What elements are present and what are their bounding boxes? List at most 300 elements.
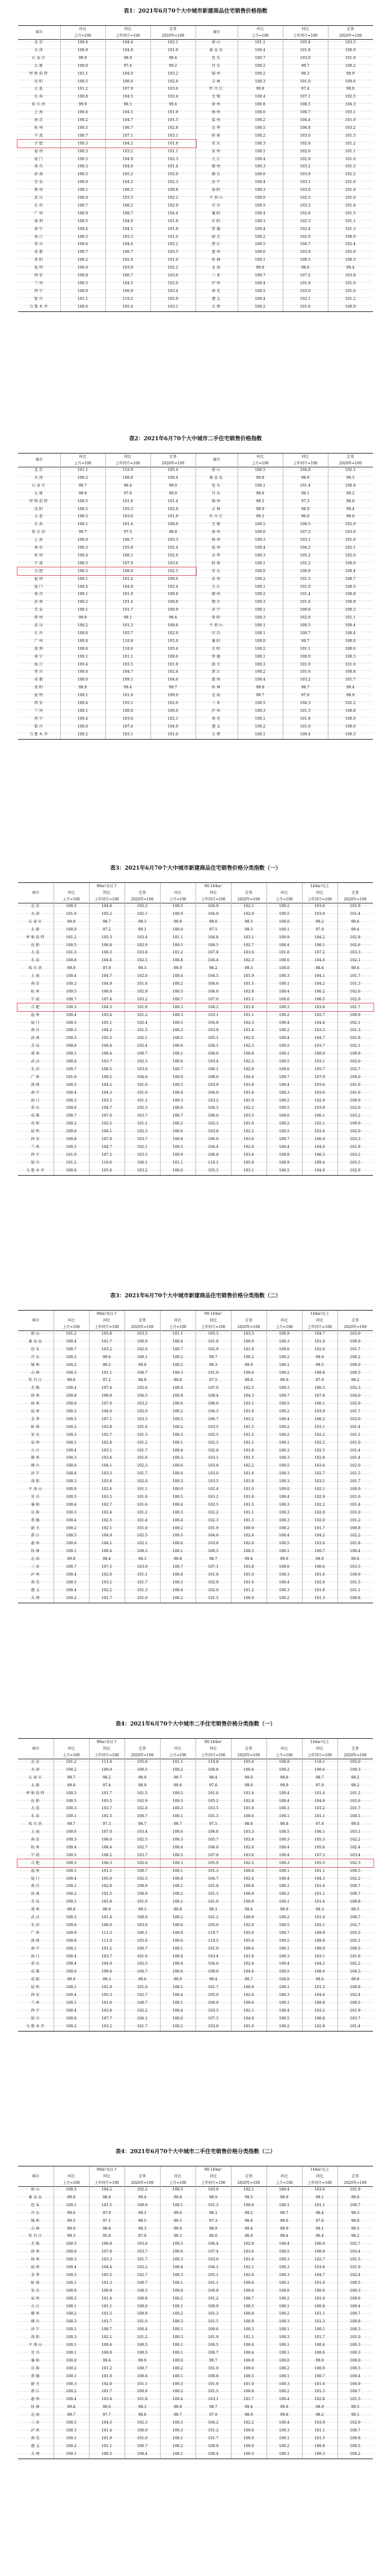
index-mom: 100.2 [77,623,88,628]
index-mom: 100.3 [254,616,266,620]
city-name: 锦州 [31,2218,41,2223]
index-value: 102.8 [314,2024,325,2029]
index-value: 100.6 [279,1114,290,1118]
index-value: 105.5 [314,1860,325,1865]
index-value: 100.6 [172,1106,183,1111]
index-value: 100.1 [66,1868,77,1873]
table-row [18,1470,373,1477]
index-value: 100.4 [279,1845,290,1850]
index-value: 99.7 [67,1822,76,1827]
index-value: 105.7 [208,1838,219,1842]
index-yoy: 101.6 [300,600,311,605]
index-mom: 100.5 [77,79,88,84]
index-value: 100.9 [137,2312,148,2316]
city-name: 吉林 [31,2226,41,2231]
city-name: 泸州 [211,281,221,285]
index-value: 102.5 [137,1876,148,1881]
index-value: 101.2 [137,1440,148,1445]
index-yoy: 103.1 [122,732,134,737]
index-value: 100.7 [208,2350,219,2355]
table-row [18,2186,373,2194]
index-value: 100.1 [279,1814,290,1819]
index-fixed: 105.9 [167,296,179,301]
index-value: 100.5 [279,911,290,916]
header-size-group: 90m²及以下 [96,2168,117,2172]
header-base-fixed: 2020年=100 [343,897,367,902]
index-mom: 99.7 [78,483,87,488]
index-value: 100.3 [172,1806,183,1811]
index-fixed: 100.8 [345,708,356,713]
index-mom: 100.5 [77,281,88,285]
index-fixed: 100.6 [167,654,179,659]
index-value: 100.1 [279,982,290,986]
index-value: 100.2 [66,1362,77,1367]
index-fixed: 98.8 [168,530,177,535]
index-mom: 100.5 [254,288,266,293]
index-value: 100.5 [279,2016,290,2021]
index-value: 101.9 [137,1005,148,1009]
index-value: 101.5 [101,1868,112,1873]
index-yoy: 102.6 [300,141,311,146]
index-mom: 100.3 [254,538,266,543]
table-row [18,1020,373,1027]
index-value: 99.1 [315,2195,324,2200]
city-name: 九江 [31,1448,41,1453]
index-value: 100.8 [349,1526,361,1530]
city-name: 哈尔滨 [28,1822,43,1827]
city-name: 惠州 [31,2397,41,2402]
index-fixed: 102.2 [345,701,356,705]
index-value: 102.0 [314,1510,325,1515]
index-value: 100.4 [66,1502,77,1507]
index-value: 101.5 [349,2257,361,2262]
index-value: 100.4 [279,1494,290,1499]
index-yoy: 103.9 [300,250,311,255]
index-value: 99.4 [244,1557,253,1562]
index-value: 104.8 [101,904,112,908]
index-mom: 100.1 [254,483,266,488]
index-yoy: 106.9 [122,288,134,293]
index-fixed: 102.0 [345,250,356,255]
table-row [18,988,373,996]
index-value: 100.0 [349,2358,361,2363]
city-name: 海口 [34,662,44,667]
header-base-yoy: 上年同月=100 [307,1753,332,1757]
city-name: 三亚 [211,701,221,705]
index-value: 100.3 [172,1456,183,1461]
city-name: 海口 [31,1098,41,1103]
index-value: 101.0 [349,1440,361,1445]
index-value: 100.0 [172,927,183,932]
index-mom: 100.0 [77,63,88,68]
index-value: 103.2 [101,2024,112,2029]
index-value: 101.3 [66,950,77,955]
index-value: 104.3 [314,1876,325,1881]
table-row [18,1767,373,1774]
city-name: 平顶山 [28,1487,43,1491]
index-value: 100.4 [66,1090,77,1095]
city-name: 海口 [34,234,44,239]
index-value: 100.8 [314,2304,325,2309]
index-fixed: 100.4 [345,623,356,628]
index-value: 102.2 [243,1059,254,1064]
index-value: 100.6 [66,1106,77,1111]
index-value: 100.5 [243,2374,254,2378]
index-value: 106.9 [101,989,112,994]
index-value: 100.6 [172,1059,183,1064]
index-value: 100.0 [279,1487,290,1491]
header-base-mom: 上月=100 [251,461,269,466]
city-name: 蚌埠 [31,2280,41,2285]
table-row [18,2202,373,2209]
city-name: 岳阳 [211,646,221,651]
index-mom: 100.3 [77,514,88,519]
index-value: 100.3 [279,1386,290,1391]
header-city: 城市 [212,30,220,34]
index-value: 106.0 [101,1923,112,1927]
index-value: 102.8 [314,1456,325,1461]
header-fixed: 定基 [169,27,177,31]
index-value: 100.6 [66,2016,77,2021]
index-value: 101.5 [208,1595,219,1600]
city-name: 太原 [34,63,44,68]
index-value: 105.6 [101,1168,112,1173]
header-yoy: 同比 [316,891,324,895]
index-yoy: 99.7 [301,63,310,68]
index-yoy: 105.4 [300,40,311,45]
index-value: 100.1 [172,1985,183,1990]
city-name: 杭州 [31,989,41,994]
index-yoy: 101.0 [300,79,311,84]
index-value: 102.0 [349,1059,361,1064]
index-yoy: 110.6 [122,646,134,651]
index-yoy: 106.5 [300,522,311,527]
index-fixed: 99.2 [346,491,355,496]
index-value: 103.0 [208,2257,219,2262]
index-value: 100.7 [66,997,77,1002]
city-name: 乌鲁木齐 [29,304,49,309]
index-value: 101.0 [314,1915,325,1920]
index-fixed: 104.0 [167,724,179,729]
index-value: 101.8 [208,1884,219,1889]
city-name: 徐州 [211,530,221,535]
index-fixed: 101.4 [167,499,179,504]
index-value: 100.7 [279,1074,290,1079]
index-value: 100.1 [172,2203,183,2207]
city-name: 北京 [34,468,44,472]
header-mom: 环比 [256,27,264,31]
city-name: 武汉 [34,196,44,200]
index-value: 106.2 [314,989,325,994]
index-mom: 100.6 [77,538,88,543]
index-value: 97.9 [102,2210,111,2215]
index-value: 100.1 [279,1884,290,1889]
index-value: 100.7 [349,1892,361,1897]
table-row [18,2280,373,2287]
index-value: 100.6 [172,1168,183,1173]
index-value: 100.1 [172,1946,183,1951]
index-value: 100.3 [172,1510,183,1515]
index-value: 101.3 [208,1892,219,1897]
index-yoy: 101.3 [300,708,311,713]
index-value: 102.1 [243,2008,254,2013]
index-yoy: 98.1 [123,102,132,107]
city-name: 韶关 [31,2381,41,2386]
index-fixed: 102.2 [167,242,179,247]
city-name: 无锡 [211,522,221,527]
city-name: 贵阳 [31,1977,41,1982]
index-value: 98.8 [102,2195,111,2200]
header-mom: 环比 [79,27,87,31]
index-value: 101.6 [137,1502,148,1507]
index-value: 100.7 [137,1814,148,1819]
index-value: 99.2 [244,2210,253,2215]
index-yoy: 101.4 [122,522,134,527]
index-mom: 100.1 [254,149,266,154]
index-value: 101.9 [243,1409,254,1414]
index-fixed: 103.6 [345,530,356,535]
index-value: 100.5 [279,1106,290,1111]
index-mom: 100.1 [254,623,266,628]
index-value: 100.5 [349,2280,361,2285]
table-title: 表1：2021年6月70个大中城市新建商品住宅销售价格指数 [123,8,268,14]
index-value: 100.1 [279,1868,290,1873]
header-base-fixed: 2020年=100 [339,34,362,38]
index-value: 100.5 [137,1767,148,1772]
index-fixed: 100.9 [167,693,179,698]
city-name: 长春 [34,522,44,527]
index-value: 100.5 [66,1417,77,1421]
table-row [18,1829,373,1836]
index-value: 102.6 [349,943,361,947]
index-value: 100.8 [137,2296,148,2301]
index-value: 101.9 [137,1082,148,1087]
index-mom: 100.6 [77,304,88,309]
index-mom: 100.6 [77,724,88,729]
index-mom: 100.1 [254,608,266,613]
city-name: 杭州 [34,125,44,130]
index-value: 100.1 [66,1884,77,1889]
table-row [18,2210,373,2217]
city-name: 长沙 [31,1067,41,1071]
index-value: 99.7 [173,2413,182,2418]
index-mom: 100.3 [77,149,88,154]
city-name: 深圳 [31,1938,41,1943]
index-value: 100.4 [66,2265,77,2269]
index-value: 99.3 [138,2405,147,2410]
index-value: 100.5 [279,1129,290,1134]
header-base-yoy: 上年同月=100 [115,461,140,466]
table-row [18,1105,373,1112]
index-value: 104.0 [314,958,325,963]
table-row [18,264,373,272]
index-value: 105.3 [208,1332,219,1336]
index-fixed: 100.9 [345,48,356,52]
index-fixed: 99.4 [168,616,177,620]
index-fixed: 102.0 [167,172,179,177]
city-name: 南充 [211,716,221,721]
index-value: 100.8 [208,2374,219,2378]
index-fixed: 101.5 [345,133,356,138]
index-value: 101.9 [243,974,254,979]
table-row [18,669,373,676]
table-row [18,1408,373,1415]
index-value: 101.6 [314,2381,325,2386]
index-value: 99.2 [351,1783,360,1788]
table-row [18,1798,373,1805]
index-value: 104.4 [208,1144,219,1149]
index-value: 105.4 [243,1938,254,1943]
city-name: 金华 [31,2272,41,2277]
table-row [18,2451,373,2458]
index-value: 102.9 [243,1067,254,1071]
index-value: 103.9 [314,2421,325,2425]
index-value: 102.1 [137,911,148,916]
header-yoy: 同比 [301,27,309,31]
table-row [18,1509,373,1517]
index-value: 101.2 [137,1510,148,1515]
index-value: 104.3 [208,1409,219,1414]
index-mom: 100.8 [77,273,88,278]
header-base-fixed: 2020年=100 [131,1753,154,1757]
index-value: 102.1 [243,904,254,908]
index-value: 100.3 [279,1518,290,1523]
index-value: 101.1 [172,1760,183,1764]
table-section [18,1720,373,2029]
index-yoy: 101.7 [122,608,134,613]
index-yoy: 100.5 [300,623,311,628]
index-value: 106.5 [101,1067,112,1071]
index-value: 100.1 [279,2304,290,2309]
index-value: 100.3 [66,2428,77,2433]
index-yoy: 107.1 [300,95,311,99]
header-yoy: 同比 [209,1318,217,1323]
city-name: 烟台 [31,2319,41,2324]
table-row [18,1144,373,1151]
table-title: 表4：2021年6月70个大中城市二手住宅销售价格分类指数（一） [115,1721,276,1727]
index-value: 101.2 [349,1791,361,1795]
index-value: 98.2 [351,2234,360,2239]
index-value: 100.5 [314,2327,325,2332]
index-value: 100.6 [66,1464,77,1468]
city-name: 蚌埠 [211,133,221,138]
index-value: 103.1 [314,1424,325,1429]
index-value: 100.6 [243,2000,254,2005]
index-mom: 100.4 [254,180,266,185]
index-value: 99.9 [280,2226,289,2231]
index-value: 101.1 [137,2381,148,2386]
index-value: 101.9 [137,1954,148,1959]
index-value: 102.3 [208,1518,219,1523]
index-value: 100.4 [279,2188,290,2192]
index-value: 100.5 [172,1798,183,1803]
table-row [18,125,373,132]
index-value: 106.6 [208,1402,219,1406]
index-value: 103.2 [137,1402,148,1406]
index-value: 100.6 [172,1402,183,1406]
index-value: 104.0 [243,2016,254,2021]
index-yoy: 98.9 [301,507,310,511]
index-value: 100.9 [349,1339,361,1344]
index-value: 101.3 [208,1868,219,1873]
index-value: 102.1 [137,1144,148,1149]
index-value: 105.6 [208,1923,219,1927]
index-value: 102.3 [137,1059,148,1064]
index-value: 97.2 [102,927,111,932]
index-yoy: 101.6 [300,304,311,309]
index-value: 100.7 [137,2366,148,2371]
data-table [18,882,373,1176]
index-value: 100.1 [66,2374,77,2378]
city-name: 武汉 [34,623,44,628]
index-value: 100.0 [172,2288,183,2293]
index-fixed: 101.0 [167,258,179,263]
index-value: 100.5 [172,904,183,908]
index-fixed: 101.1 [345,219,356,223]
header-mom: 环比 [67,1747,75,1751]
index-fixed: 103.1 [167,133,179,138]
index-yoy: 103.3 [300,203,311,208]
index-value: 101.7 [137,2257,148,2262]
city-name: 赣州 [211,592,221,597]
table-row [18,1058,373,1065]
index-mom: 100.6 [77,180,88,185]
table-row [18,1082,373,1089]
index-value: 103.2 [349,1114,361,1118]
index-value: 100.4 [279,1798,290,1803]
index-value: 99.8 [280,2413,289,2418]
index-value: 98.9 [138,1378,147,1383]
table-row [18,1782,373,1789]
index-value: 99.5 [351,1907,360,1912]
index-value: 100.1 [172,2350,183,2355]
header-yoy: 同比 [316,2174,324,2178]
index-value: 99.5 [244,919,253,924]
index-value: 106.1 [314,1114,325,1118]
city-name: 徐州 [31,1394,41,1399]
index-yoy: 105.2 [122,172,134,177]
header-yoy: 同比 [316,1318,324,1323]
index-value: 101.1 [349,1432,361,1437]
index-value: 100.3 [279,1502,290,1507]
header-base-yoy: 上年同月=100 [307,1325,332,1329]
index-mom: 100.4 [254,281,266,285]
table-row [18,133,373,140]
index-value: 102.2 [349,1962,361,1966]
index-value: 100.7 [137,2280,148,2285]
index-yoy: 107.1 [122,133,134,138]
header-fixed: 定基 [138,891,146,895]
index-value: 97.5 [209,1378,218,1383]
index-fixed: 100.6 [167,576,179,581]
index-yoy: 101.8 [300,716,311,721]
header-base-yoy: 上年同月=100 [201,1753,226,1757]
header-base-mom: 上月=100 [63,1753,80,1757]
city-name: 丹东 [211,63,221,68]
index-value: 99.3 [138,966,147,971]
index-value: 107.4 [101,997,112,1002]
index-value: 106.1 [314,1402,325,1406]
index-value: 99.2 [102,1362,111,1367]
index-value: 100.1 [279,2327,290,2332]
index-yoy: 110.2 [122,296,134,301]
index-value: 100.6 [349,2296,361,2301]
index-value: 99.4 [280,2234,289,2239]
index-value: 99.6 [102,2358,111,2363]
index-value: 101.0 [243,1098,254,1103]
index-value: 104.3 [101,1090,112,1095]
index-value: 100.2 [66,2443,77,2448]
